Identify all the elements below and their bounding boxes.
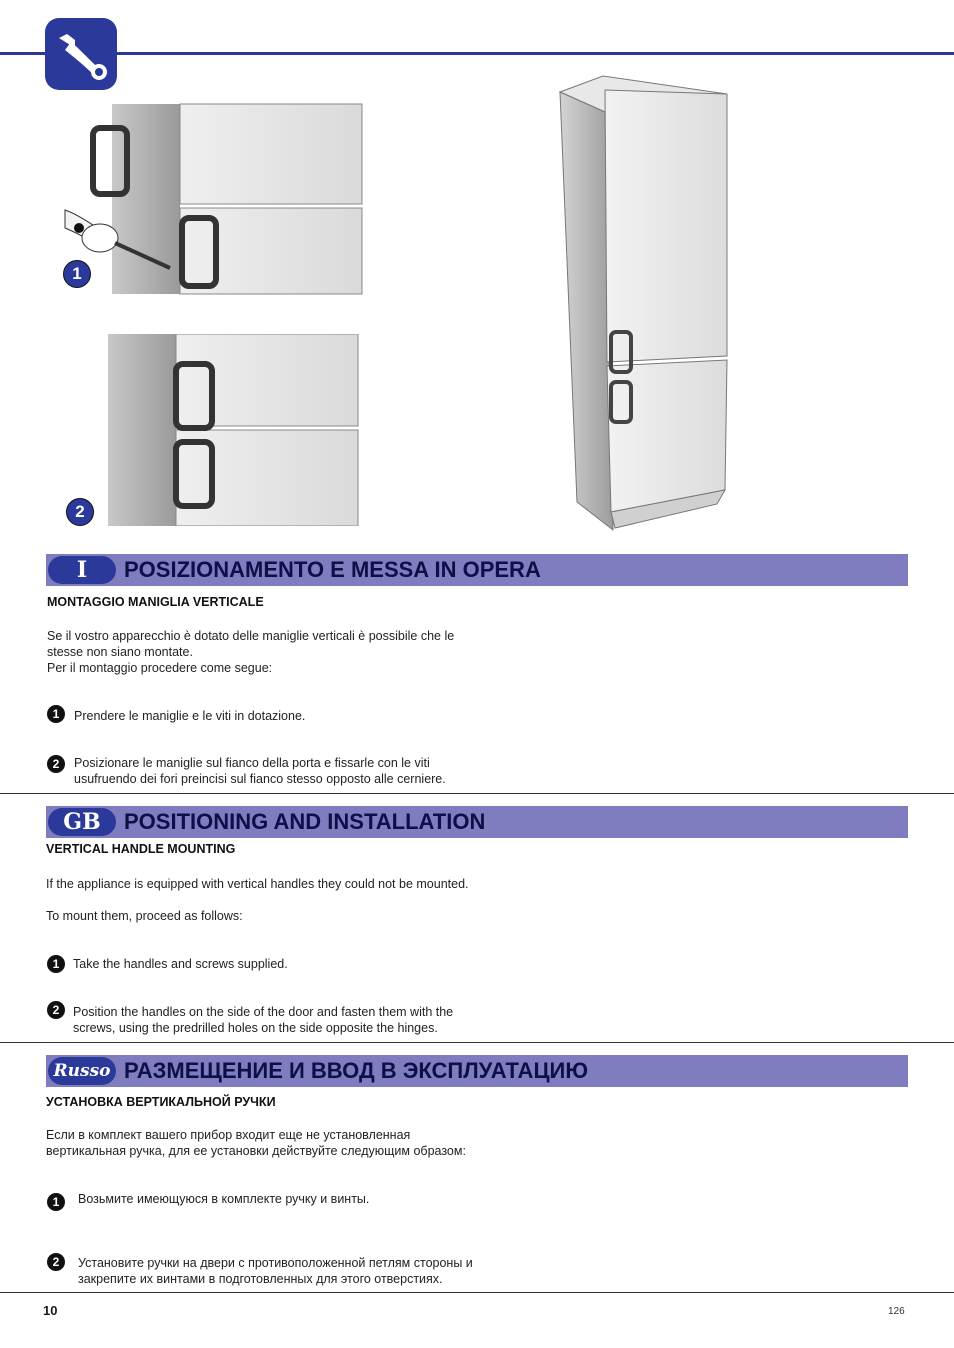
- document-ref: 126: [888, 1306, 905, 1317]
- subtitle-gb: VERTICAL HANDLE MOUNTING: [46, 842, 236, 856]
- section-banner-ru: [46, 1055, 908, 1087]
- intro-ru: Если в комплект вашего прибор входит еще не установленная вертикальная ручка, для ее установки действуйте следующим образом:: [46, 1128, 466, 1158]
- figure-2-illustration: [108, 334, 360, 526]
- step-text-it-1: Prendere le maniglie e le viti in dotazione.: [74, 709, 306, 723]
- section-banner-it: [46, 554, 908, 586]
- page-number: 10: [43, 1303, 58, 1318]
- step-number-gb-1: 1: [47, 955, 65, 973]
- language-badge-it: I: [48, 556, 116, 584]
- section-title-gb: POSITIONING AND INSTALLATION: [124, 809, 486, 834]
- subtitle-it: MONTAGGIO MANIGLIA VERTICALE: [47, 595, 264, 609]
- step-number-gb-2: 2: [47, 1001, 65, 1019]
- intro2-gb: To mount them, proceed as follows:: [46, 909, 243, 923]
- figure-number-1: 1: [63, 260, 91, 288]
- language-badge-gb: GB: [48, 808, 116, 836]
- step-number-it-1: 1: [47, 705, 65, 723]
- step-text-gb-2: Position the handles on the side of the door and fasten them with the screws, using the predrilled holes on the side opposite the hinges.: [73, 1005, 454, 1035]
- intro2-it: Per il montaggio procedere come segue:: [47, 661, 273, 675]
- intro-it: Se il vostro apparecchio è dotato delle maniglie verticali è possibile che le stesse non siano montate.: [47, 629, 455, 659]
- intro-gb: If the appliance is equipped with vertical handles they could not be mounted.: [46, 877, 469, 891]
- section-divider: [0, 1042, 954, 1043]
- step-text-ru-2: Установите ручки на двери с противоположенной петлям стороны и закрепите их винтами в подготовленных для этого отверстиях.: [78, 1256, 473, 1286]
- step-number-ru-1: 1: [47, 1193, 65, 1211]
- section-title-it: POSIZIONAMENTO E MESSA IN OPERA: [124, 557, 541, 582]
- footer-divider: [0, 1292, 954, 1293]
- figure-1-illustration: [60, 100, 365, 295]
- step-text-it-2: Posizionare le maniglie sul fianco della porta e fissarle con le viti usufruendo dei fori preincisi sul fianco stesso opposto alle cerniere.: [74, 756, 446, 786]
- step-text-gb-1: Take the handles and screws supplied.: [73, 957, 288, 971]
- header-rule: [0, 52, 954, 55]
- section-title-ru: РАЗМЕЩЕНИЕ И ВВОД В ЭКСПЛУАТАЦИЮ: [124, 1058, 589, 1083]
- step-number-ru-2: 2: [47, 1253, 65, 1271]
- wrench-icon: [45, 18, 117, 90]
- section-divider: [0, 793, 954, 794]
- refrigerator-illustration: [555, 72, 735, 534]
- subtitle-ru: УСТАНОВКА ВЕРТИКАЛЬНОЙ РУЧКИ: [46, 1095, 276, 1109]
- figure-number-2: 2: [66, 498, 94, 526]
- language-badge-ru: Russo: [48, 1057, 116, 1085]
- step-number-it-2: 2: [47, 755, 65, 773]
- step-text-ru-1: Возьмите имеющуюся в комплекте ручку и винты.: [78, 1192, 370, 1206]
- section-banner-gb: [46, 806, 908, 838]
